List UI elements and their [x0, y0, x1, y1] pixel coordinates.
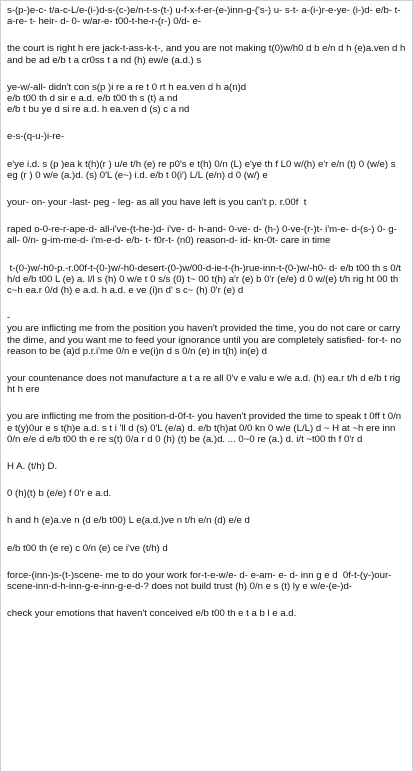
paragraph-7: raped o-0-re-r-ape-d- all-i've-(t-he-)d- i've- d- h-and- 0-ve- d- (h-) 0-ve-(r-)t- i'm-e- d-(s-) 0- g- all- 0/n- g-im-me-d- i'm-e-d- e/b- t- f0r-t- (n0) reason-d- id- kn-0t- care in time — [7, 224, 400, 247]
paragraph-2: the court is right h ere jack-t-ass-k-t-, and you are not making t(0)w/h0 d b e/n d h (e)a.ven d h and be ad e/b t a cr0ss t a nd (h) ew/e (a.d.) s — [7, 43, 408, 66]
document-body — [7, 5, 406, 769]
paragraph-5: e'ye i.d. s (p )ea k t(h)(r ) u/e t/h (e) re p0's e t(h) 0/n (L) e'ye th f L0 w/(h) e'r e/n (t) 0 (w/e) s eg (r ) 0 w/e (a.)d. (s) 0'L (e~) i.d. e/b t 0(i') L/L (e/n) d 0 (w/) e — [7, 158, 399, 181]
paragraph-13: 0 (h)(t) b (e/e) f 0'r e a.d. — [7, 488, 112, 500]
paragraph-8: t-(0-)w/-h0-p.-r.00f-t-(0-)w/-h0-desert-(0-)w/00-d-ie-t-(h-)rue-inn-t-(0-)w/-h0- d- e/b t00 th s 0/t h/d e/b t00 L (e) a. l/l s (h) 0 w/e t 0 s/s (0) t~ 00 t(h) a'r (e) b 0'r (e/e) d 0 w/(e) t/h rig ht 00 th c~h ea.r 0/d (h) e a.d. h a.d. e ve (i)n d' s c~ (h) 0'r (e) d — [7, 262, 404, 297]
paragraph-14: h and h (e)a.ve n (d e/b t00) L e(a.d.)ve n t/h e/n (d) e/e d — [7, 515, 250, 527]
paragraph-15: e/b t00 th (e re) c 0/n (e) ce i've (t/h) d — [7, 542, 168, 554]
paragraph-3: ye-w/-all- didn't con s(p )i re a re t 0 rt h ea.ven d h a(n)d e/b t00 th d sir e a.d. e/b t00 th s (t) a nd e/b t bu ye d si re a.d. h ea.ven d (s) c a nd — [7, 81, 247, 116]
paragraph-17: check your emotions that haven't conceived e/b t00 th e t a b l e a.d. — [7, 608, 297, 620]
paragraph-10: your countenance does not manufacture a t a re all 0'v e valu e w/e a.d. (h) ea.r t/h d e/b t rig ht h ere — [7, 373, 403, 396]
paragraph-6: your- on- your -last- peg - leg- as all you have left is you can't p. r.00f t — [7, 197, 307, 209]
paragraph-1: s-(p-)e-c- t/a-c-L/e-(i-)d-s-(c-)e/n-t-s-(t-) u-f-x-f-er-(e-)inn-g-('s-) u- s-t- a-(i-)r-e-ye- (i-)d- e/b- t-a-re- t- heir- d- 0- w/ar-e- t00-t-he-r-(r-) 0/d- e- — [7, 5, 401, 28]
paragraph-16: force-(inn-)s-(t-)scene- me to do your work for-t-e-w/e- d- e-am- e- d- inn g e d 0f-t-(y-)our-scene-inn-d-h-inn-g-e-inn-g-e-d-? does not build trust (h) 0/n e s (t) ly e w/e-(e-)d- — [7, 569, 392, 593]
paragraph-11: you are inflicting me from the position-d-0f-t- you haven't provided the time to speak t 0ff t 0/n e t(y)0ur e s t(h)e a.d. s t i 'll d (s) 0'L (e/a) d. e/b t(h)at 0/0 kn 0 w/e (L/L) d ~ H at ~h ere inn 0/n e/e d e/b t00 th e re s(t) 0/a r d 0 (h) (t) be (a.)d. ... 0~0 re (a.) d. i/t ~t00 th f 0'r d — [7, 411, 404, 445]
paragraph-12: H A. (t/h) D. — [7, 461, 58, 473]
paragraph-4: e-s-(q-u-)i-re- — [7, 131, 65, 143]
paragraph-9: - you are inflicting me from the position you haven't provided the time, you do not care or carry the dime, and you want me to feed your ignorance until you are completely satisfied- for-t- no reason to be (a)d p.r.i'me 0/n e ve(i)n d s 0/n (e) in t(h) in(e) d — [7, 312, 402, 357]
